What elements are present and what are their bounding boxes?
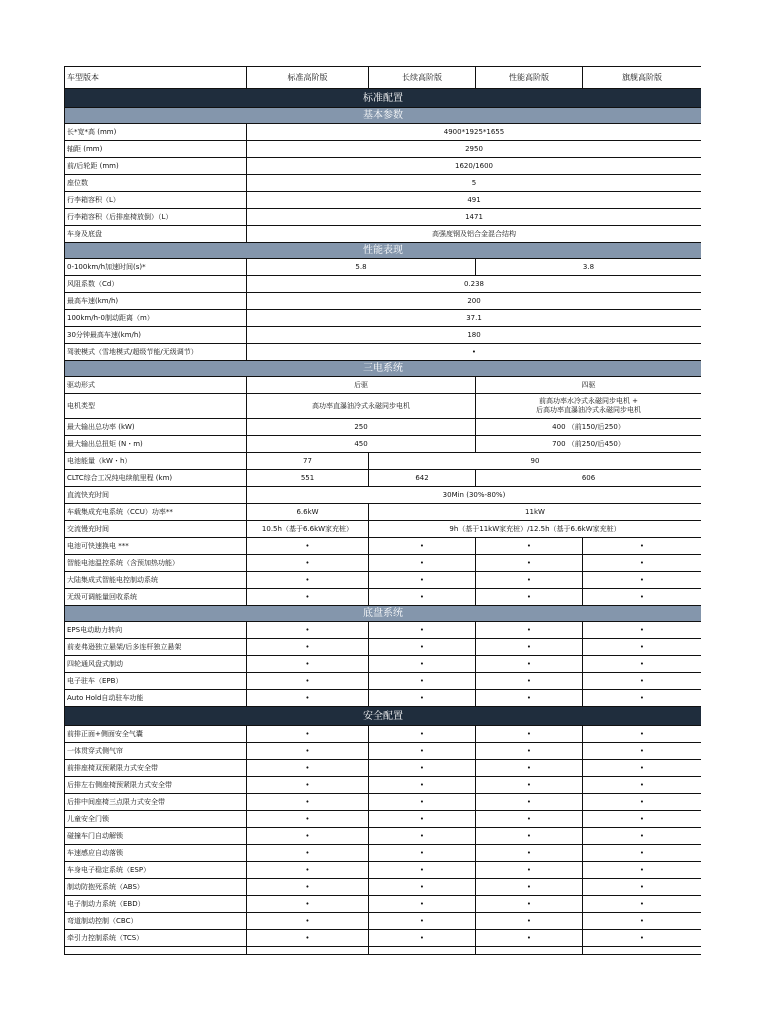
row-mark: •: [476, 879, 583, 896]
row-mark: •: [369, 726, 476, 743]
table-row: [65, 879, 702, 896]
row-label: Auto Hold自动驻车功能: [65, 690, 247, 707]
section-header-safety: [65, 707, 702, 726]
section-title-row: [65, 89, 702, 108]
row-mark: •: [247, 690, 369, 707]
section-header-basic: [65, 108, 702, 124]
row-mark: •: [583, 811, 702, 828]
row-label: 驱动形式: [65, 377, 247, 394]
table-row: [65, 589, 702, 606]
row-label: 行李箱容积（L）: [65, 192, 247, 209]
table-row: [65, 141, 702, 158]
table-row: [65, 673, 702, 690]
row-mark: •: [369, 777, 476, 794]
row-value: 4900*1925*1655: [247, 124, 702, 141]
row-value: 606: [476, 470, 702, 487]
row-label: 碰撞车门自动解锁: [65, 828, 247, 845]
motor-line-2: 后高功率直瀑油冷式永磁同步电机: [536, 406, 641, 414]
row-value: 1471: [247, 209, 702, 226]
table-row: [65, 293, 702, 310]
row-mark: •: [247, 862, 369, 879]
spec-table-wrapper: [64, 66, 701, 958]
section-header-chassis: [65, 606, 702, 622]
row-value: 高强度钢及铝合金混合结构: [247, 226, 702, 243]
row-label: 车身电子稳定系统（ESP）: [65, 862, 247, 879]
row-mark: •: [476, 656, 583, 673]
row-mark: •: [247, 845, 369, 862]
section-title: 基本参数: [65, 108, 702, 124]
row-label: 电池可快速换电 ***: [65, 538, 247, 555]
row-mark: •: [369, 639, 476, 656]
row-mark: •: [369, 572, 476, 589]
row-mark: •: [247, 879, 369, 896]
row-value: 30Min (30%-80%): [247, 487, 702, 504]
row-mark: •: [583, 879, 702, 896]
row-label: EPS电动助力转向: [65, 622, 247, 639]
table-row: [65, 862, 702, 879]
row-mark: •: [247, 743, 369, 760]
row-mark: •: [476, 622, 583, 639]
row-mark: •: [583, 794, 702, 811]
section-header-performance: [65, 243, 702, 259]
row-value: 后驱: [247, 377, 476, 394]
header-label: 车型版本: [65, 67, 247, 89]
row-mark: •: [476, 828, 583, 845]
row-label: 电池能量（kW・h）: [65, 453, 247, 470]
table-row: [65, 504, 702, 521]
table-row: [65, 845, 702, 862]
row-mark: •: [369, 930, 476, 947]
header-row: [65, 67, 702, 89]
row-label: 电子制动力系统（EBD）: [65, 896, 247, 913]
row-mark: •: [476, 538, 583, 555]
row-mark: •: [369, 913, 476, 930]
row-mark: •: [369, 673, 476, 690]
table-row: [65, 276, 702, 293]
row-mark: •: [247, 913, 369, 930]
table-row: [65, 930, 702, 947]
row-label: 前麦弗逊独立悬架/后多连杆独立悬架: [65, 639, 247, 656]
row-mark: •: [369, 896, 476, 913]
row-mark: •: [247, 828, 369, 845]
row-label: 四轮通风盘式制动: [65, 656, 247, 673]
row-mark: •: [583, 622, 702, 639]
row-value: 700 （前250/后450）: [476, 436, 702, 453]
empty-cell: [476, 947, 583, 955]
row-mark: •: [583, 913, 702, 930]
row-value: 9h（基于11kW家充桩）/12.5h（基于6.6kW家充桩）: [369, 521, 702, 538]
table-row: [65, 377, 702, 394]
empty-cell: [247, 947, 369, 955]
row-value: 11kW: [369, 504, 702, 521]
motor-line-1: 前高功率水冷式永磁同步电机 +: [538, 397, 639, 405]
table-row: [65, 690, 702, 707]
row-label: 弯道制动控制（CBC）: [65, 913, 247, 930]
row-mark: •: [247, 622, 369, 639]
row-value: 高功率直瀑油冷式永磁同步电机: [247, 394, 476, 419]
table-row: [65, 175, 702, 192]
row-value: 0.238: [247, 276, 702, 293]
row-mark: •: [476, 743, 583, 760]
row-label: 长*宽*高 (mm): [65, 124, 247, 141]
table-row: [65, 394, 702, 419]
row-mark: •: [247, 589, 369, 606]
row-mark: •: [247, 538, 369, 555]
row-mark: •: [583, 930, 702, 947]
row-value: 37.1: [247, 310, 702, 327]
row-label: 最大输出总功率 (kW): [65, 419, 247, 436]
table-row: [65, 572, 702, 589]
row-value: 200: [247, 293, 702, 310]
row-mark: •: [369, 538, 476, 555]
row-mark: •: [369, 656, 476, 673]
variant-flagship: 旗舰高阶版: [583, 67, 702, 89]
table-row: [65, 555, 702, 572]
table-row: [65, 760, 702, 777]
row-mark: •: [247, 555, 369, 572]
section-title: 安全配置: [65, 707, 702, 726]
row-label: 制动防抱死系统（ABS）: [65, 879, 247, 896]
row-mark: •: [583, 673, 702, 690]
empty-cell: [65, 947, 247, 955]
row-label: 电子驻车（EPB）: [65, 673, 247, 690]
row-label: 一体贯穿式侧气帘: [65, 743, 247, 760]
row-value: 6.6kW: [247, 504, 369, 521]
row-value-multiline: [476, 394, 702, 419]
row-mark: •: [583, 862, 702, 879]
row-mark: •: [476, 913, 583, 930]
row-mark: •: [583, 845, 702, 862]
row-value: 180: [247, 327, 702, 344]
row-mark: •: [476, 555, 583, 572]
row-mark: •: [369, 622, 476, 639]
row-mark: •: [583, 726, 702, 743]
table-row: [65, 656, 702, 673]
row-mark: •: [247, 896, 369, 913]
row-mark: •: [583, 555, 702, 572]
table-row: [65, 487, 702, 504]
row-label: 车载集成充电系统（CCU）功率**: [65, 504, 247, 521]
row-mark: •: [369, 794, 476, 811]
section-title: 三电系统: [65, 361, 702, 377]
row-mark: •: [247, 673, 369, 690]
row-label: 后排中间座椅三点限力式安全带: [65, 794, 247, 811]
section-title: 性能表现: [65, 243, 702, 259]
table-row: [65, 811, 702, 828]
row-value: 450: [247, 436, 476, 453]
table-row: [65, 436, 702, 453]
row-mark: •: [369, 828, 476, 845]
row-value: 1620/1600: [247, 158, 702, 175]
row-mark: •: [369, 589, 476, 606]
row-value: •: [247, 344, 702, 361]
row-label: 最大输出总扭矩 (N・m): [65, 436, 247, 453]
row-mark: •: [369, 879, 476, 896]
empty-cell: [369, 947, 476, 955]
row-label: 车身及底盘: [65, 226, 247, 243]
variant-standard: 标准高阶版: [247, 67, 369, 89]
row-mark: •: [247, 572, 369, 589]
table-row: [65, 794, 702, 811]
row-mark: •: [369, 743, 476, 760]
row-label: 最高车速(km/h): [65, 293, 247, 310]
row-value: 400 （前150/后250）: [476, 419, 702, 436]
row-mark: •: [247, 794, 369, 811]
row-mark: •: [369, 862, 476, 879]
row-mark: •: [583, 538, 702, 555]
table-row: [65, 259, 702, 276]
row-value: 3.8: [476, 259, 702, 276]
row-label: 30分钟最高车速(km/h): [65, 327, 247, 344]
row-value: 10.5h（基于6.6kW家充桩）: [247, 521, 369, 538]
table-row: [65, 896, 702, 913]
row-label: 驾驶模式（雪地模式/超级节能/无级调节）: [65, 344, 247, 361]
table-row: [65, 639, 702, 656]
row-label: 交流慢充时间: [65, 521, 247, 538]
row-label: 后排左右侧座椅预紧限力式安全带: [65, 777, 247, 794]
table-row: [65, 743, 702, 760]
row-value: 四驱: [476, 377, 702, 394]
section-title: 底盘系统: [65, 606, 702, 622]
row-label: 车速感应自动落锁: [65, 845, 247, 862]
table-row: [65, 344, 702, 361]
row-label: 儿童安全门锁: [65, 811, 247, 828]
row-mark: •: [583, 656, 702, 673]
page-title: 标准配置: [65, 89, 702, 108]
row-value: 77: [247, 453, 369, 470]
row-label: 0-100km/h加速时间(s)*: [65, 259, 247, 276]
row-label: 牵引力控制系统（TCS）: [65, 930, 247, 947]
empty-cell: [583, 947, 702, 955]
row-value: 491: [247, 192, 702, 209]
table-row: [65, 124, 702, 141]
row-label: 无级可调能量回收系统: [65, 589, 247, 606]
row-mark: •: [476, 760, 583, 777]
row-mark: •: [583, 572, 702, 589]
row-mark: •: [476, 639, 583, 656]
table-row: [65, 158, 702, 175]
table-row: [65, 419, 702, 436]
table-row: [65, 777, 702, 794]
table-row: [65, 828, 702, 845]
row-mark: •: [583, 896, 702, 913]
row-label: 前/后轮距 (mm): [65, 158, 247, 175]
table-row: [65, 538, 702, 555]
row-mark: •: [583, 690, 702, 707]
row-mark: •: [247, 777, 369, 794]
row-value: 2950: [247, 141, 702, 158]
row-mark: •: [247, 811, 369, 828]
row-mark: •: [476, 845, 583, 862]
variant-performance: 性能高阶版: [476, 67, 583, 89]
row-mark: •: [476, 896, 583, 913]
table-row: [65, 327, 702, 344]
row-mark: •: [476, 673, 583, 690]
row-label: 前排正面+侧面安全气囊: [65, 726, 247, 743]
table-row: [65, 453, 702, 470]
row-label: 大陆集成式智能电控制动系统: [65, 572, 247, 589]
spec-table: [64, 66, 701, 955]
row-mark: •: [583, 639, 702, 656]
row-mark: •: [583, 743, 702, 760]
row-value: 250: [247, 419, 476, 436]
table-row: [65, 470, 702, 487]
row-mark: •: [583, 760, 702, 777]
row-mark: •: [369, 555, 476, 572]
row-mark: •: [247, 639, 369, 656]
row-mark: •: [369, 690, 476, 707]
table-row: [65, 310, 702, 327]
row-mark: •: [476, 862, 583, 879]
row-mark: •: [476, 726, 583, 743]
row-mark: •: [476, 690, 583, 707]
row-mark: •: [247, 726, 369, 743]
row-value: 90: [369, 453, 702, 470]
table-row: [65, 521, 702, 538]
row-mark: •: [369, 811, 476, 828]
row-mark: •: [476, 930, 583, 947]
table-row: [65, 209, 702, 226]
row-label: 座位数: [65, 175, 247, 192]
row-label: 100km/h-0制动距离（m）: [65, 310, 247, 327]
row-mark: •: [476, 811, 583, 828]
row-mark: •: [247, 656, 369, 673]
row-mark: •: [476, 589, 583, 606]
row-mark: •: [369, 760, 476, 777]
row-label: 直流快充时间: [65, 487, 247, 504]
row-mark: •: [583, 828, 702, 845]
variant-long-range: 长续高阶版: [369, 67, 476, 89]
row-value: 551: [247, 470, 369, 487]
row-label: 风阻系数（Cd）: [65, 276, 247, 293]
row-mark: •: [369, 845, 476, 862]
row-value: 5.8: [247, 259, 476, 276]
row-label: 电机类型: [65, 394, 247, 419]
row-mark: •: [476, 572, 583, 589]
row-mark: •: [583, 777, 702, 794]
row-label: 前排座椅双预紧限力式安全带: [65, 760, 247, 777]
row-label: CLTC综合工况纯电续航里程 (km): [65, 470, 247, 487]
table-row: [65, 192, 702, 209]
table-row: [65, 913, 702, 930]
row-mark: •: [247, 760, 369, 777]
row-value: 642: [369, 470, 476, 487]
row-label: 轴距 (mm): [65, 141, 247, 158]
table-row: [65, 622, 702, 639]
table-row-cut-off: [65, 947, 702, 955]
row-mark: •: [476, 794, 583, 811]
row-label: 行李箱容积（后排座椅放倒）（L）: [65, 209, 247, 226]
table-row: [65, 726, 702, 743]
table-row: [65, 226, 702, 243]
row-value: 5: [247, 175, 702, 192]
row-mark: •: [583, 589, 702, 606]
row-mark: •: [476, 777, 583, 794]
section-header-powertrain: [65, 361, 702, 377]
row-mark: •: [247, 930, 369, 947]
row-label: 智能电池温控系统（含预加热功能）: [65, 555, 247, 572]
